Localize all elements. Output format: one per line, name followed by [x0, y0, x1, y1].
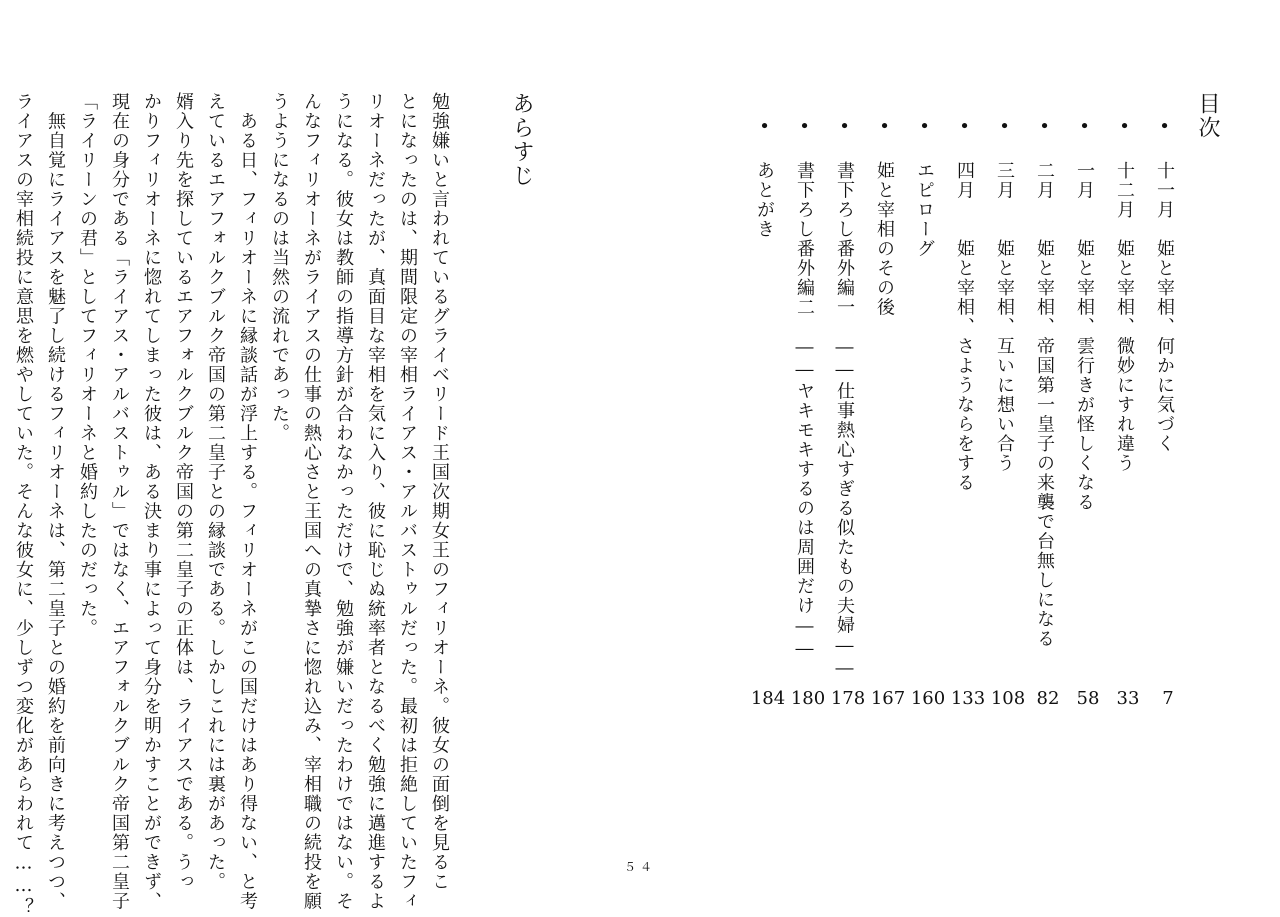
- toc-entry-page: 7: [1162, 688, 1174, 709]
- synopsis-title: あらすじ: [509, 92, 534, 188]
- toc-entry-page: 133: [950, 688, 986, 709]
- synopsis-line: 現在の身分である「ライアス・アルバストゥル」ではなく、エアフォルクブルク帝国第二皇子: [109, 92, 130, 911]
- toc-entry-label: • 一月 姫と宰相、雲行きが怪しくなる: [1074, 116, 1095, 512]
- toc-entry-label: • あとがき: [754, 116, 775, 239]
- toc-entry-page: 82: [1036, 688, 1060, 709]
- toc-title: 目次: [1195, 92, 1220, 140]
- toc-entry-label: • 書下ろし番外編一 ――仕事熱心すぎる似たもの夫婦――: [834, 116, 855, 680]
- toc-entry-label: • 書下ろし番外編二 ――ヤキモキするのは周囲だけ――: [794, 116, 815, 661]
- synopsis-line: うようになるのは当然の流れであった。: [269, 92, 290, 443]
- page-number: ５４: [623, 860, 656, 874]
- synopsis-line: ライアスの宰相続投に意思を燃やしていた。そんな彼女に、少しずつ変化があらわれて……？: [13, 92, 34, 917]
- synopsis-line: かりフィリオーネに惚れてしまった彼は、ある決まり事によって身分を明かすことができず、: [141, 92, 162, 911]
- synopsis-line: んなフィリオーネがライアスの仕事の熱心さと王国への真摯さに惚れ込み、宰相職の続投を願: [301, 92, 322, 911]
- toc-entry-page: 58: [1076, 688, 1100, 709]
- synopsis-line: ある日、フィリオーネに縁談話が浮上する。フィリオーネがこの国だけはあり得ない、と考: [237, 92, 258, 911]
- toc-entry-page: 180: [790, 688, 826, 709]
- toc-entry-page: 184: [750, 688, 786, 709]
- toc-entry-label: • 十二月 姫と宰相、微妙にすれ違う: [1114, 116, 1135, 473]
- toc-entry-page: 33: [1116, 688, 1140, 709]
- toc-entry-label: • エピローグ: [914, 116, 935, 259]
- toc-entry-page: 167: [870, 688, 906, 709]
- toc-entry-label: • 二月 姫と宰相、帝国第一皇子の来襲で台無しになる: [1034, 116, 1055, 649]
- toc-entry-page: 108: [990, 688, 1026, 709]
- toc-entry-page: 178: [830, 688, 866, 709]
- toc-entry-page: 160: [910, 688, 946, 709]
- synopsis-line: とになったのは、期間限定の宰相ライアス・アルバストゥルだった。最初は拒絶していたフィ: [397, 92, 418, 911]
- synopsis-line: リオーネだったが、真面目な宰相を気に入り、彼に恥じぬ統率者となるべく勉強に邁進するよ: [365, 92, 386, 911]
- toc-entry-label: • 三月 姫と宰相、互いに想い合う: [994, 116, 1015, 473]
- synopsis-line: うになる。彼女は教師の指導方針が合わなかっただけで、勉強が嫌いだったわけではない。そ: [333, 92, 354, 911]
- synopsis-line: 「ライリーンの君」としてフィリオーネと婚約したのだった。: [77, 92, 98, 638]
- synopsis-line: えているエアフォルクブルク帝国の第二皇子との縁談である。しかしこれには裏があった。: [205, 92, 226, 892]
- toc-entry-label: • 姫と宰相のその後: [874, 116, 895, 317]
- synopsis-line: 婿入り先を探しているエアフォルクブルク帝国の第二皇子の正体は、ライアスである。うっ: [173, 92, 194, 892]
- toc-entry-label: • 四月 姫と宰相、さようならをする: [954, 116, 975, 493]
- toc-entry-label: • 十一月 姫と宰相、何かに気づく: [1154, 116, 1175, 454]
- synopsis-line: 無自覚にライアスを魅了し続けるフィリオーネは、第二皇子との婚約を前向きに考えつつ、: [45, 92, 66, 911]
- synopsis-line: 勉強嫌いと言われているグライベリード王国次期女王のフィリオーネ。彼女の面倒を見るこ: [429, 92, 450, 892]
